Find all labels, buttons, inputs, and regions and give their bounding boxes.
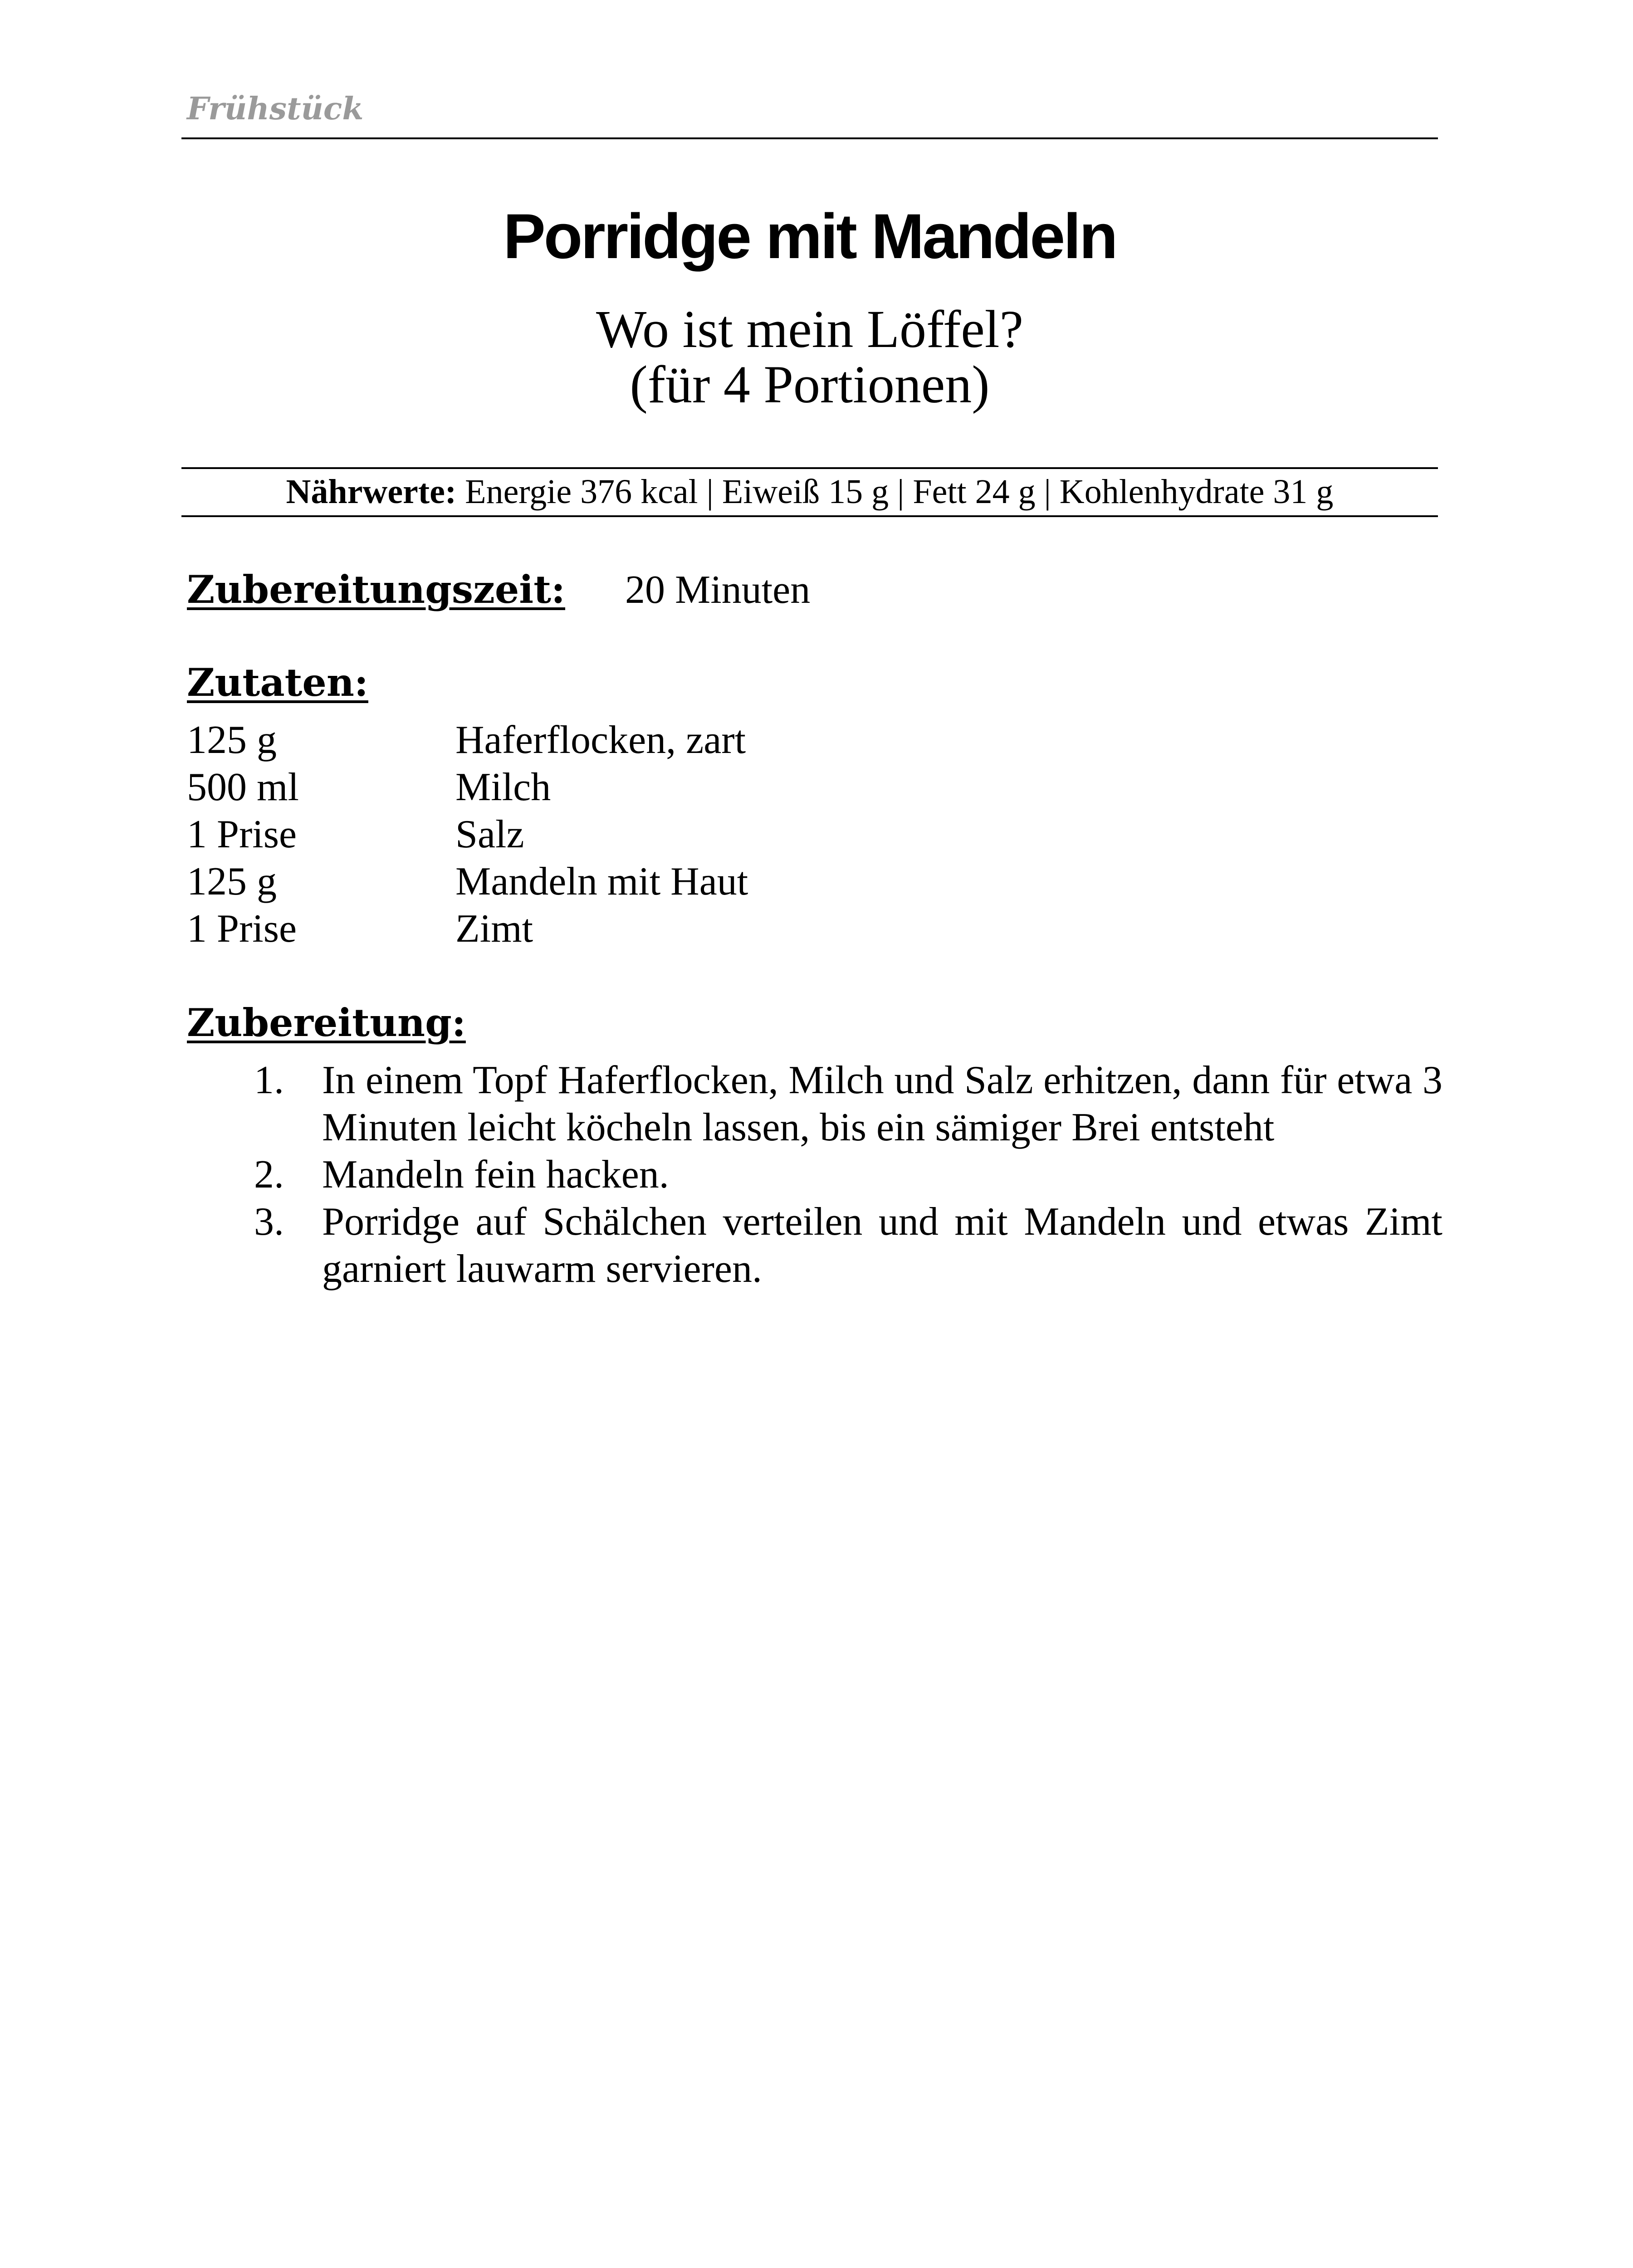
step-number: 3.	[254, 1200, 284, 1244]
ingredients-heading: Zutaten:	[187, 660, 368, 705]
ingredient-name: Mandeln mit Haut	[455, 860, 748, 904]
step-text: In einem Topf Haferflocken, Milch und Salz erhitzen, dann für etwa 3 Minuten leicht köcheln lassen, bis ein sämiger Brei entsteht	[322, 1058, 1442, 1149]
step-item	[245, 1057, 1442, 1151]
ingredient-amount: 125 g	[187, 860, 277, 904]
prep-time-value: 20 Minuten	[625, 568, 811, 612]
ingredient-row	[187, 905, 748, 953]
ingredient-amount: 1 Prise	[187, 812, 297, 856]
prep-time	[187, 567, 810, 613]
nutrition-box	[181, 467, 1438, 517]
subtitle-servings: (für 4 Portionen)	[630, 355, 990, 414]
ingredient-amount: 1 Prise	[187, 907, 297, 951]
header-rule	[181, 137, 1438, 139]
ingredient-name: Haferflocken, zart	[455, 718, 746, 762]
ingredient-row	[187, 717, 748, 764]
ingredient-row	[187, 811, 748, 858]
prep-time-label: Zubereitungszeit:	[187, 567, 566, 612]
step-number: 2.	[254, 1153, 284, 1197]
preparation-steps	[245, 1057, 1442, 1293]
ingredient-amount: 500 ml	[187, 765, 299, 809]
nutrition-values: Energie 376 kcal | Eiweiß 15 g | Fett 24 g | Kohlenhydrate 31 g	[465, 473, 1334, 511]
ingredients-list	[187, 717, 748, 953]
step-item	[245, 1198, 1442, 1293]
ingredient-name: Salz	[455, 812, 524, 856]
nutrition-label: Nährwerte:	[286, 473, 457, 511]
recipe-title: Porridge mit Mandeln	[503, 200, 1116, 272]
step-number: 1.	[254, 1058, 284, 1102]
preparation-heading: Zubereitung:	[187, 1000, 466, 1045]
step-item	[245, 1151, 1442, 1198]
ingredient-name: Milch	[455, 765, 551, 809]
ingredient-name: Zimt	[455, 907, 533, 951]
ingredient-row	[187, 858, 748, 905]
recipe-subtitle	[181, 299, 1438, 414]
running-head: Frühstück	[187, 91, 364, 127]
ingredient-amount: 125 g	[187, 718, 277, 762]
subtitle-line-1: Wo ist mein Löffel?	[596, 299, 1023, 359]
step-text: Porridge auf Schälchen verteilen und mit Mandeln und etwas Zimt garniert lauwarm servieren.	[322, 1200, 1442, 1291]
ingredient-row	[187, 764, 748, 811]
step-text: Mandeln fein hacken.	[322, 1153, 669, 1197]
